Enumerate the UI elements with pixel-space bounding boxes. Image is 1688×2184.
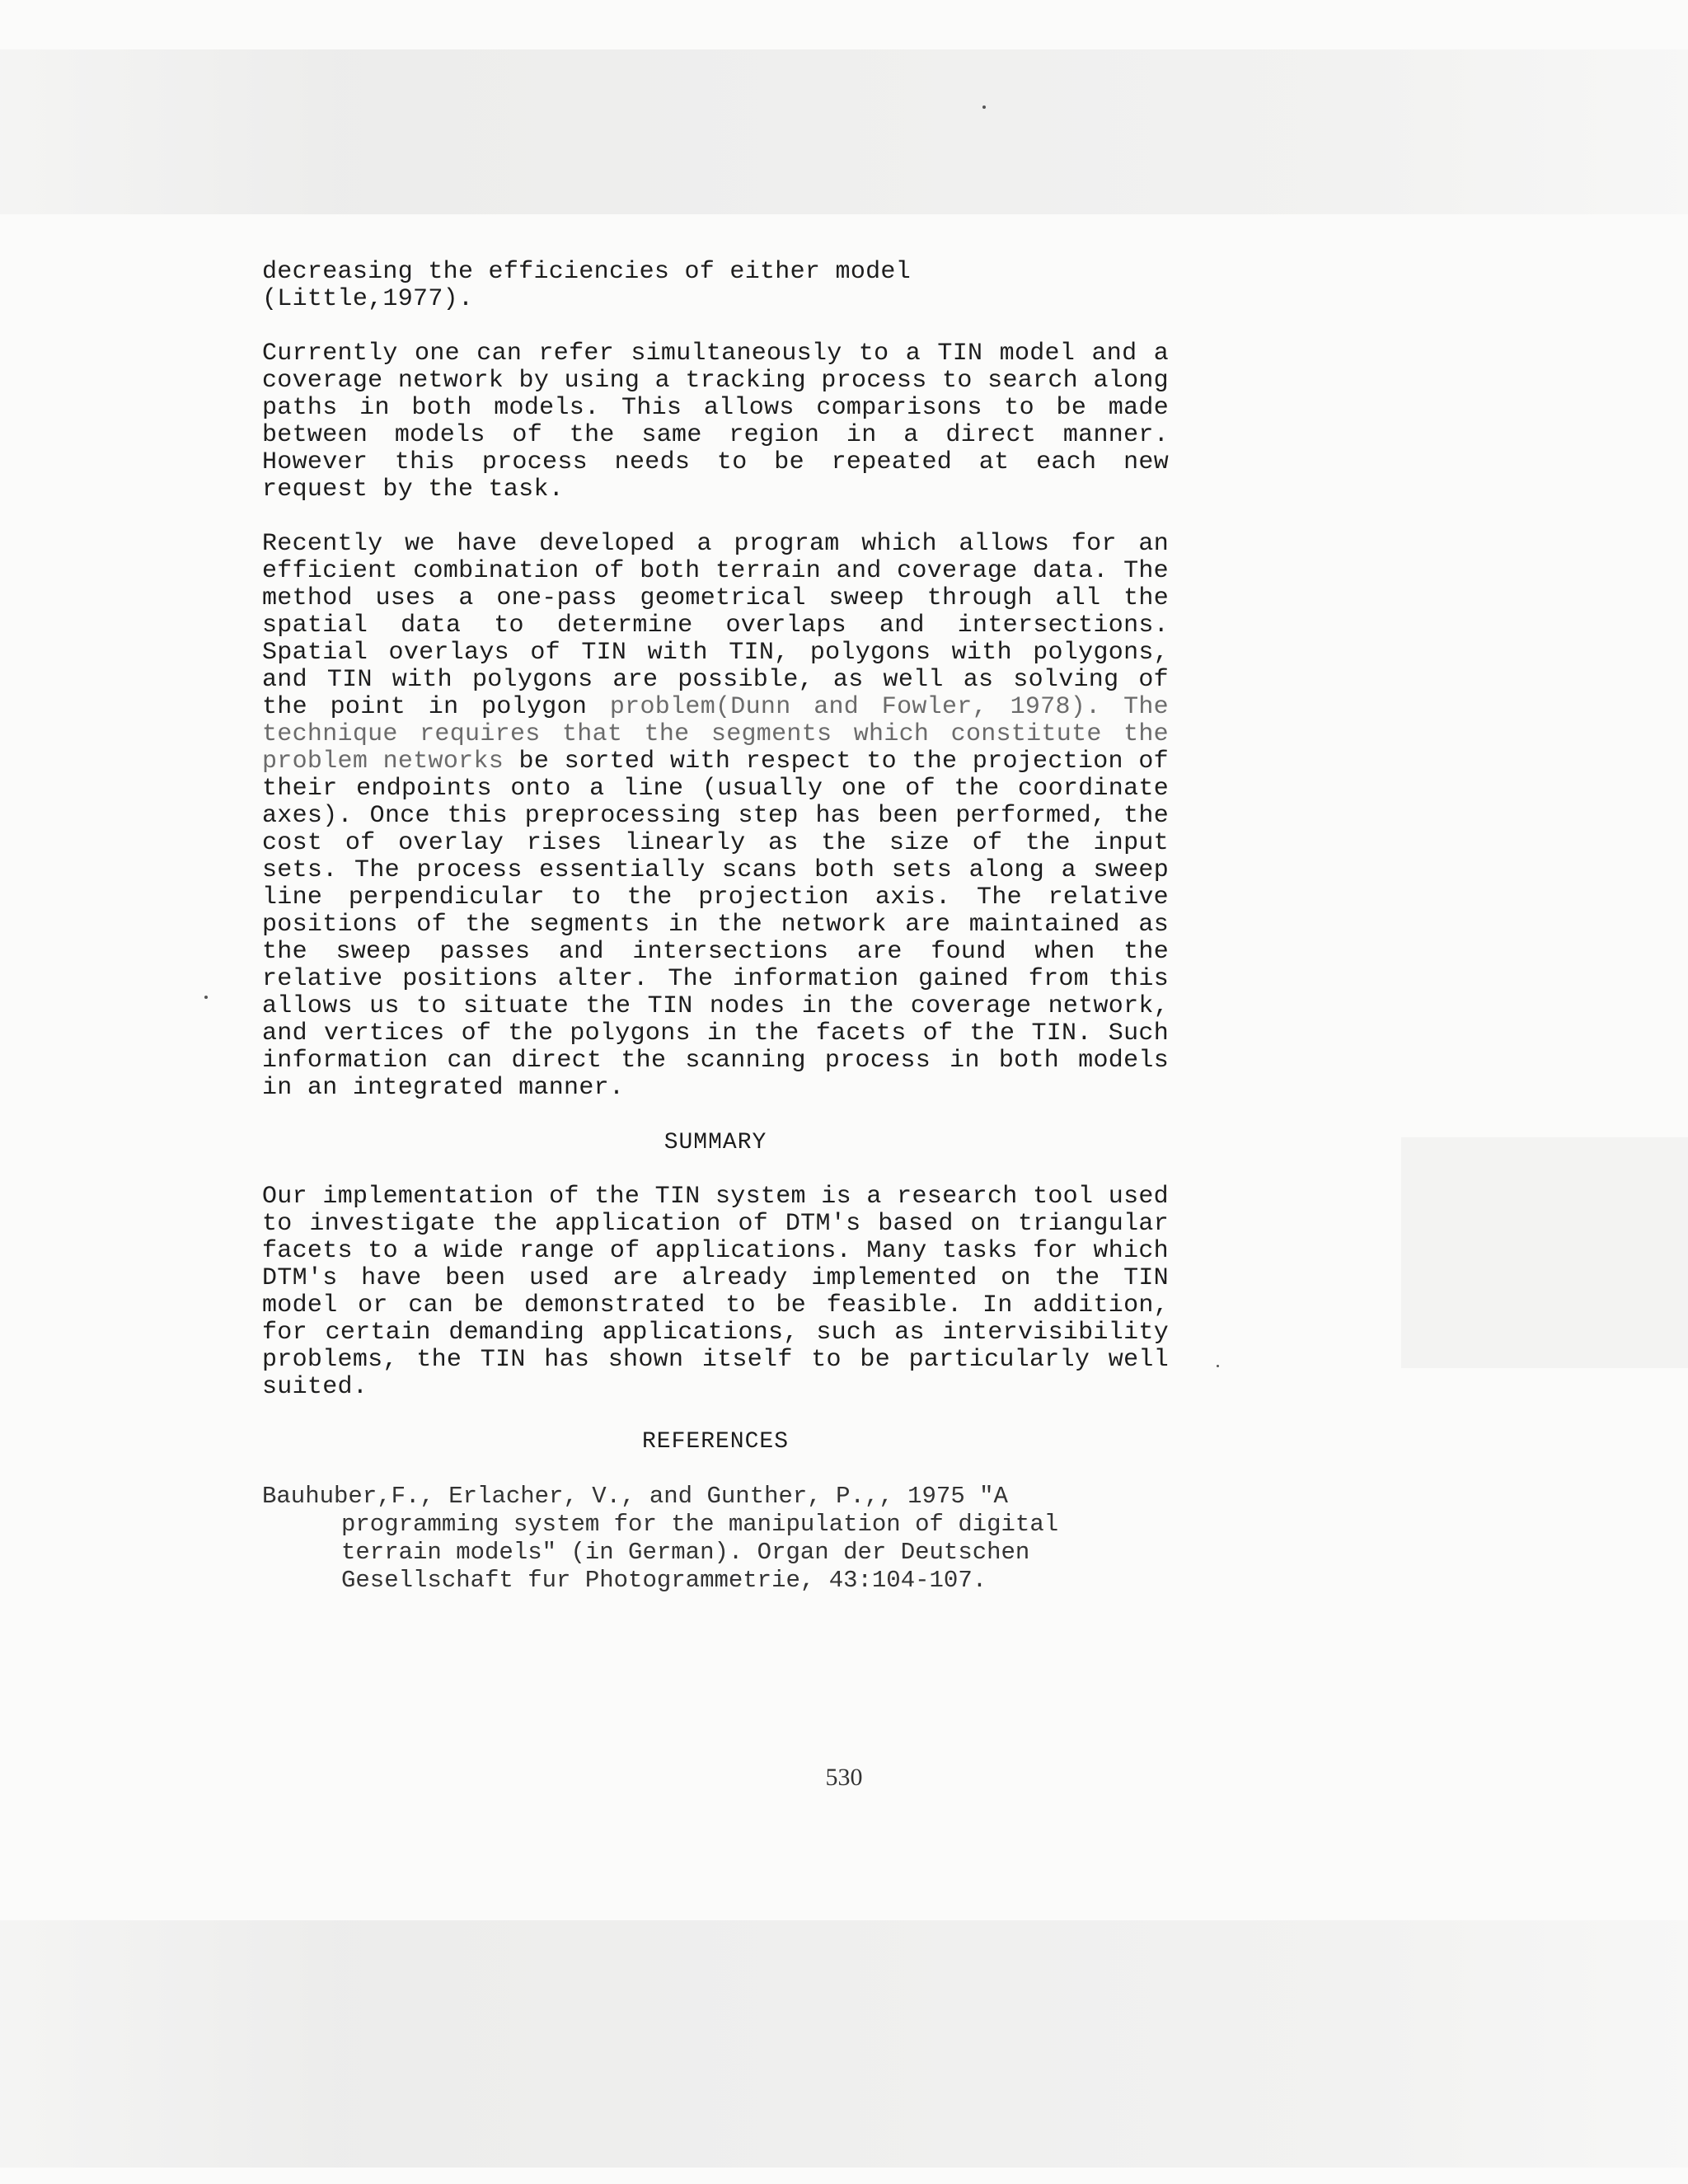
scan-shadow-bottom <box>0 1920 1688 2168</box>
scan-shadow-right <box>1401 1137 1688 1368</box>
scan-speck <box>1217 1365 1219 1367</box>
paragraph-sweep-faint: problem(Dunn and Fowler, 1978). The technique requires that the segments which constitute the problem networks <box>262 693 1169 776</box>
scan-shadow-top <box>0 49 1688 214</box>
paragraph-sweep-part1: Recently we have developed a program which allows for an efficient combination of both terrain and coverage data. The method uses a one-pass geometrical sweep through all the spatial data to determine overlaps and intersections. Spatial overlays of TIN with TIN, polygons with polygons, and TIN with polygons are possible, as well as solving of the point in polygon <box>262 530 1169 721</box>
page-number: 530 <box>825 1764 863 1791</box>
paragraph-intro: decreasing the efficiencies of either model (Little,1977). <box>262 258 912 313</box>
summary-paragraph: Our implementation of the TIN system is a research tool used to investigate the application of DTM's based on triangular facets to a wide range of applications. Many tasks for which DTM's have been used are already implemented on the TIN model or can be demonstrated to be feasible. In addition, for certain demanding applications, such as intervisibility problems, the TIN has shown itself to be particularly well suited. <box>262 1183 1169 1401</box>
page-body <box>262 259 1169 1595</box>
paragraph-tracking: Currently one can refer simultaneously to a TIN model and a coverage network by using a tracking process to search along paths in both models. This allows comparisons to be made between models of the same region in a direct manner. However this process needs to be repeated at each new request by the task. <box>262 340 1169 504</box>
summary-heading: SUMMARY <box>663 1130 767 1155</box>
scan-speck <box>204 996 208 999</box>
scan-speck <box>982 105 986 109</box>
references-heading: REFERENCES <box>641 1429 790 1455</box>
paragraph-sweep-part3: be sorted with respect to the projection of their endpoints onto a line (usually one of the coordinate axes). Once this preprocessing step has been performed, the cost of overlay rises linearly as the size of the input sets. The process essentially scans both sets along a sweep line perpendicular to the projection axis. The relative positions of the segments in the network are maintained as the sweep passes and intersections are found when the relative positions alter. The information gained from this allows us to situate the TIN nodes in the coverage network, and vertices of the polygons in the facets of the TIN. Such information can direct the scanning process in both models in an integrated manner. <box>262 748 1169 1102</box>
reference-entry: Bauhuber,F., Erlacher, V., and Gunther, P.,, 1975 "A programming system for the manipulation of digital terrain models" (in German). Organ der Deutschen Gesellschaft fur Photogrammetrie, 43:104-107. <box>262 1483 1059 1594</box>
paragraph-sweep <box>262 531 1169 1102</box>
